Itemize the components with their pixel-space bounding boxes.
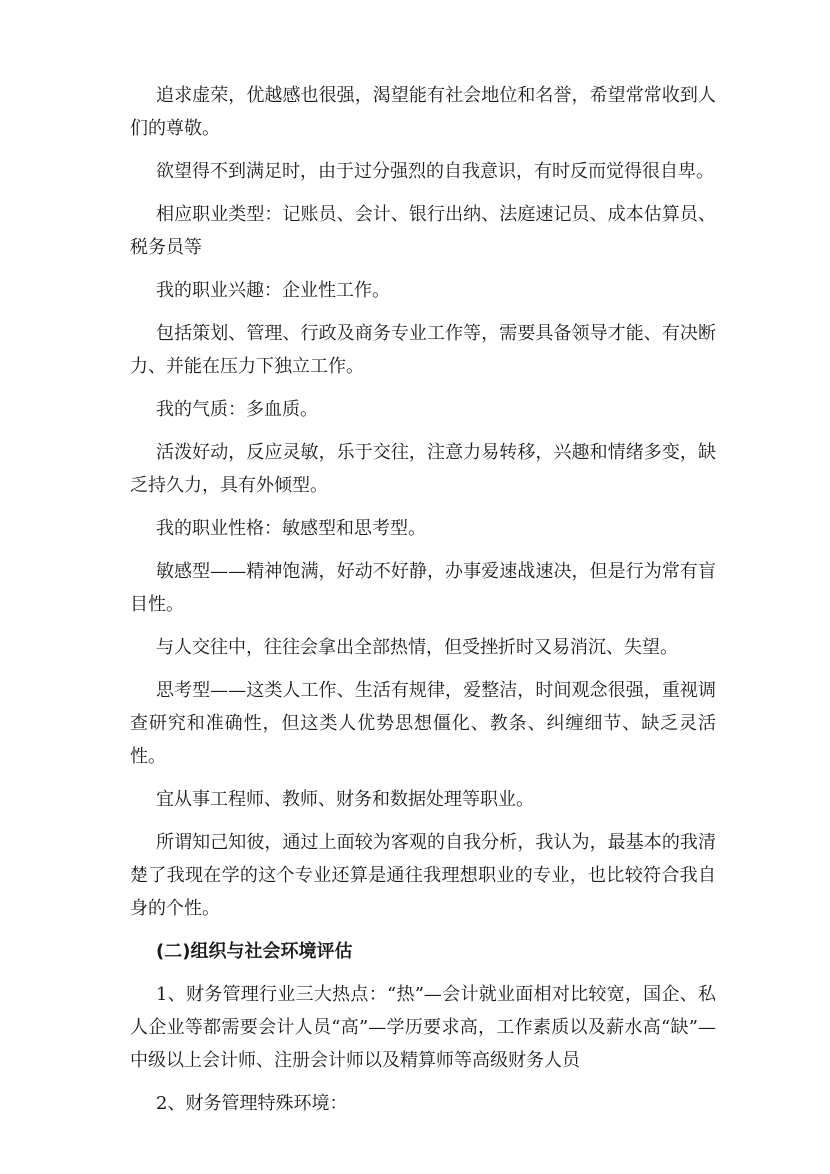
paragraph: 活泼好动，反应灵敏，乐于交往，注意力易转移，兴趣和情绪多变，缺乏持久力，具有外倾型。 — [130, 442, 716, 496]
paragraph: 追求虚荣，优越感也很强，渴望能有社会地位和名誉，希望常常收到人们的尊敬。 — [130, 85, 716, 139]
section-heading: (二)组织与社会环境评估 — [156, 941, 353, 962]
paragraph: 相应职业类型：记账员、会计、银行出纳、法庭速记员、成本估算员、税务员等 — [130, 204, 716, 258]
paragraph: 我的职业兴趣：企业性工作。 — [156, 280, 390, 301]
paragraph: 我的职业性格：敏感型和思考型。 — [156, 518, 426, 539]
paragraph: 思考型——这类人工作、生活有规律，爱整洁，时间观念很强，重视调查研究和准确性，但这类人优势思想僵化、教条、纠缠细节、缺乏灵活性。 — [130, 680, 716, 767]
paragraph: 2、财务管理特殊环境： — [156, 1093, 348, 1114]
paragraph: 包括策划、管理、行政及商务专业工作等，需要具备领导才能、有决断力、并能在压力下独立工作。 — [130, 323, 716, 377]
paragraph: 所谓知己知彼，通过上面较为客观的自我分析，我认为，最基本的我清楚了我现在学的这个专业还算是通往我理想职业的专业，也比较符合我自身的个性。 — [130, 832, 716, 919]
paragraph: 敏感型——精神饱满，好动不好静，办事爱速战速决，但是行为常有盲目性。 — [130, 561, 716, 615]
paragraph: 与人交往中，往往会拿出全部热情，但受挫折时又易消沉、失望。 — [156, 637, 678, 658]
paragraph: 宜从事工程师、教师、财务和数据处理等职业。 — [156, 789, 534, 810]
paragraph: 我的气质：多血质。 — [156, 399, 318, 420]
paragraph: 欲望得不到满足时，由于过分强烈的自我意识，有时反而觉得很自卑。 — [156, 161, 714, 182]
paragraph: 1、财务管理行业三大热点：“热”—会计就业面相对比较宽，国企、私人企业等都需要会计人员“高”—学历要求高，工作素质以及薪水高“缺”—中级以上会计师、注册会计师以及精算师等高级财务人员 — [130, 984, 716, 1071]
